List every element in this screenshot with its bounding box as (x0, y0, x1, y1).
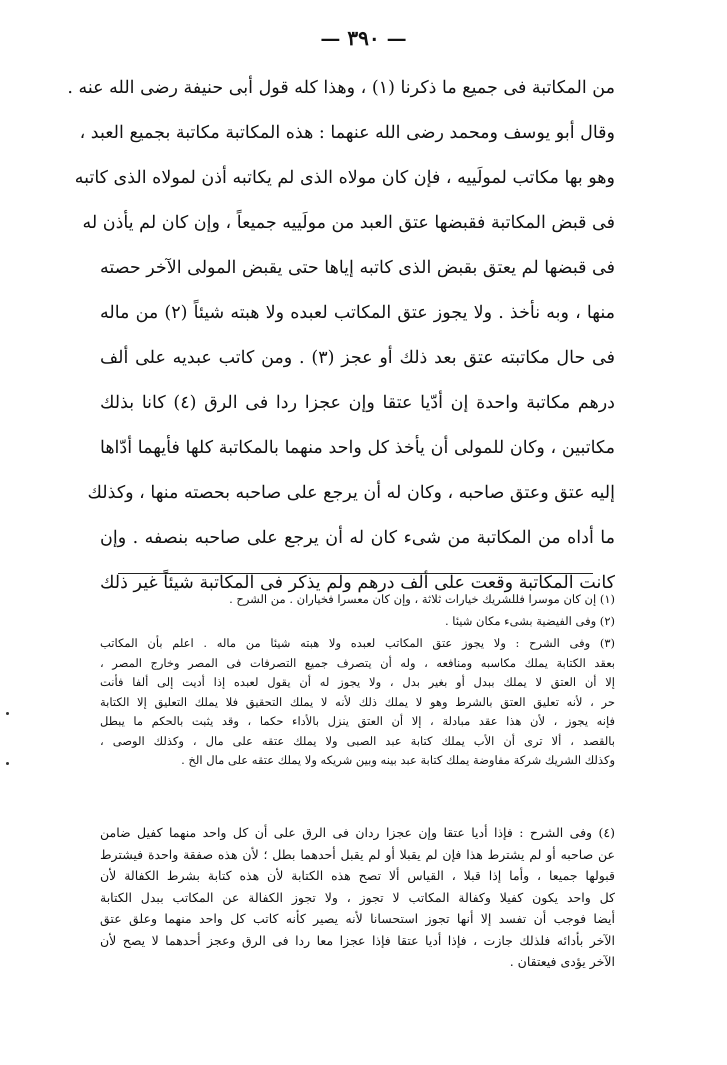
footnote-line: فإنه يجوز ، لأن هذا عقد مبادلة ، إلا أن العتق ينزل بالأداء حكما ، وقد يثبت بالحكم ما يبطل (100, 714, 615, 728)
footnote-line: الآخر بأدائه فلذلك جازت ، فإذا أديا عتقا فإذا عجزا معا ردا فى الرق وعجز أحدهما لا يصح لأن (100, 932, 615, 948)
footnote-line: وكذلك الشريك شركة مفاوضة يملك كتابة عبد بينه وبين شريكه ولا يملك عتقه على مال الخ . (181, 753, 615, 767)
footnote-line: إلا أن العتق لا يملك ببدل أو بغير بدل ، ولا يجوز له أن يقول لعبده إذا أديت إلى ألفا فأنت (100, 675, 615, 689)
footnote-line: الآخر يؤدى فيعتقان . (509, 954, 615, 969)
footnote-line: (٤) وفى الشرح : فإذا أديا عتقا وإن عجزا ردان فى الرق على أن كل واحد منهما كفيل ضامن (100, 825, 615, 840)
footnote-line: عن صاحبه أو لم يشترط هذا فإن لم يقبلا أو لم يقبل أحدهما بطل ؛ لأن هذه صفقة واحدة فيشترط (100, 846, 615, 862)
main-line: إليه عتق وعتق صاحبه ، وكان له أن يرجع على صاحبه بحصته منها ، وكذلك (87, 483, 615, 503)
main-line: فى قبضها لم يعتق بقبض الذى كاتبه إياها حتى يقبض المولى الآخر حصته (100, 258, 615, 278)
footnote-line: حر ، لأنه تعليق العتق بالشرط وهو لا يملك ذلك لأنه لا يملك التحقيق فلا يملك التعليق إلا الكتابة (100, 694, 615, 709)
main-line: فى حال مكاتبته عتق بعد ذلك أو عجز (٣) . ومن كاتب عبديه على ألف (100, 348, 615, 368)
main-text (67, 66, 615, 606)
main-line: وقال أبو يوسف ومحمد رضى الله عنهما : هذه المكاتبة مكاتبة بجميع العبد ، (79, 123, 615, 143)
main-line: ما أداه من المكاتبة من شىء كان له أن يرجع على صاحبه بنصفه . وإن (100, 528, 615, 548)
main-line: كانت المكاتبة وقعت على ألف درهم ولم يذكر فى المكاتبة شيئاً غير ذلك (100, 573, 615, 593)
footnote-4 (100, 822, 615, 973)
margin-speck (6, 762, 9, 765)
footnote-line: بعقد الكتابة يملك مكاسبه ومنافعه ، وله أن يتصرف جميع التصرفات فى المصر وخارج المصر ، (100, 655, 615, 670)
footnote-1 (100, 590, 615, 610)
main-line: من المكاتبة فى جميع ما ذكرنا (١) ، وهذا كله قول أبى حنيفة رضى الله عنه . (67, 78, 615, 98)
main-line: وهو بها مكاتب لمولَييه ، فإن كان مولاه الذى لم يكاتبه أذن لمولاه الذى كاتبه (74, 168, 615, 188)
footnote-line: أيضا فوجب أن تفسد إلا أنها تجوز استحسانا لأنه يصير كأنه كاتب كل واحد منهما وعلق عتق (100, 911, 615, 926)
footnote-line: كل واحد يكون كفيلا وكفالة المكاتب لا تجوز ، ولا تجوز الكفالة عن المكاتب ببدل الكتابة (100, 889, 615, 905)
main-line: درهم مكاتبة واحدة إن أدّيا عتقا وإن عجزا ردا فى الرق (٤) كانا بذلك (100, 393, 615, 413)
margin-speck (6, 712, 9, 715)
main-line: مكاتبين ، وكان للمولى أن يأخذ كل واحد منهما بالمكاتبة كلها فأيهما أدّاها (100, 438, 615, 458)
footnote-line: (١) إن كان موسرا فللشريك خيارات ثلاثة ، وإن كان معسرا فخياران . من الشرح . (229, 592, 615, 606)
main-line: فى قبض المكاتبة فقبضها عتق العبد من مولَييه جميعاً ، وإن كان لم يأذن له (82, 213, 615, 233)
footnote-2 (100, 612, 615, 632)
footnote-line: بالقصد ، ألا ترى أن الأب يملك كتابة عبد الصبى ولا يملك عتقه على مال ، وكذلك الوصى ، (100, 733, 615, 748)
footnote-3 (100, 634, 615, 771)
footnote-line: قبولها جميعا ، وأما إذا قبلا ، القياس ألا تصح هذه الكتابة لأن هذه كتابة بشرط الكفالة لأن (100, 868, 615, 883)
footnote-line: (٣) وفى الشرح : ولا يجوز عتق المكاتب لعبده ولا هبته شيئا من ماله . اعلم بأن المكاتب (100, 636, 615, 650)
page-number: — ٣٩٠ — (320, 26, 407, 50)
footnote-separator (118, 573, 593, 574)
main-line: منها ، وبه نأخذ . ولا يجوز عتق المكاتب لعبده ولا هبته شيئاً (٢) من ماله (100, 303, 615, 323)
footnote-line: (٢) وفى الفيضية بشىء مكان شيئا . (445, 614, 615, 628)
